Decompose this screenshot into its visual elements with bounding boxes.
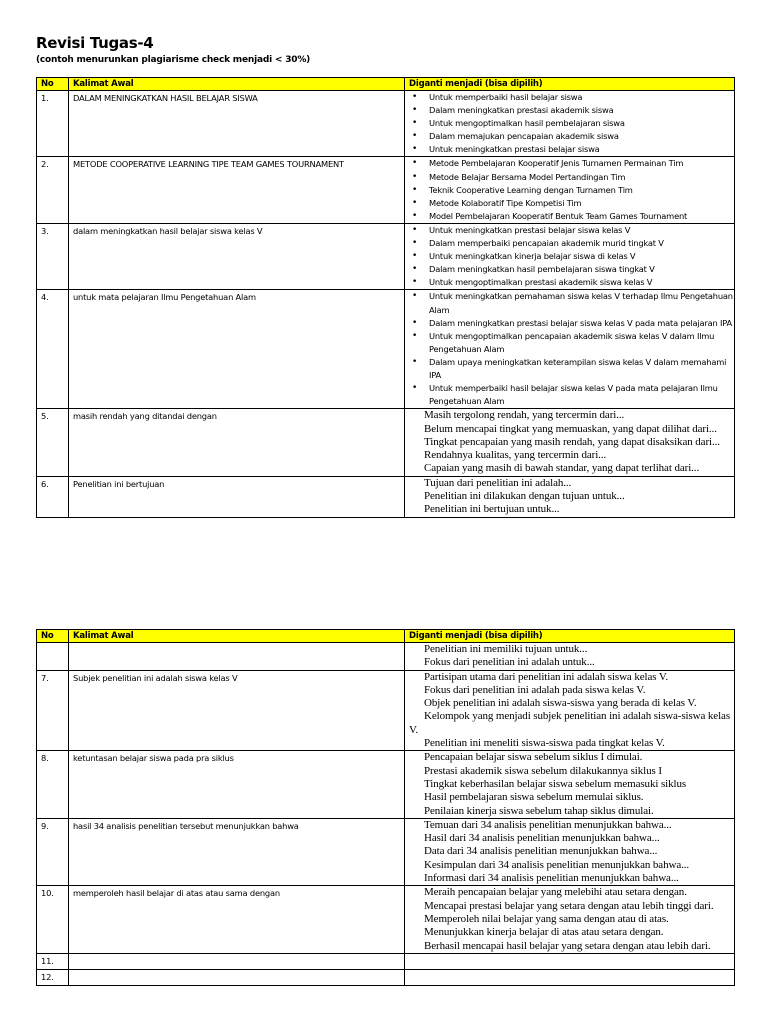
table-row <box>37 953 735 969</box>
header-diganti-menjadi: Diganti menjadi (bisa dipilih) <box>405 630 735 643</box>
header-no: No <box>37 78 69 91</box>
table-header-row <box>37 78 735 91</box>
revision-table-2 <box>36 629 735 986</box>
row-number: 3. <box>37 223 69 289</box>
list-item: Kelompok yang menjadi subjek penelitian ini adalah siswa-siswa kelas V. <box>409 710 731 736</box>
row-number: 4. <box>37 290 69 409</box>
list-item: Penelitian ini memiliki tujuan untuk... <box>424 643 588 655</box>
list-item: • Dalam meningkatkan prestasi akademik siswa <box>409 104 734 117</box>
list-item: Memperoleh nilai belajar yang sama dengan atau di atas. <box>424 912 669 925</box>
original-sentence: DALAM MENINGKATKAN HASIL BELAJAR SISWA <box>69 91 405 157</box>
table-row <box>37 969 735 985</box>
table-row <box>37 157 735 223</box>
option-list <box>409 157 734 222</box>
list-item: Penelitian ini meneliti siswa-siswa pada tingkat kelas V. <box>424 737 665 750</box>
list-item: Fokus dari penelitian ini adalah pada siswa kelas V. <box>424 683 646 696</box>
option-list <box>409 477 734 517</box>
original-sentence: dalam meningkatkan hasil belajar siswa kelas V <box>69 223 405 289</box>
list-item: • Untuk mengoptimalkan hasil pembelajaran siswa <box>409 117 734 130</box>
row-number: 12. <box>37 969 69 985</box>
row-number: 2. <box>37 157 69 223</box>
list-item: Informasi dari 34 analisis penelitian menunjukkan bahwa... <box>424 872 679 885</box>
list-item: • Untuk mengoptimalkan prestasi akademik siswa kelas V <box>409 276 734 289</box>
list-item: Rendahnya kualitas, yang tercermin dari... <box>424 449 607 462</box>
replacement-options <box>405 969 735 985</box>
table-header-row <box>37 630 735 643</box>
list-item: Penelitian ini bertujuan untuk... <box>424 503 560 516</box>
row-number: 11. <box>37 953 69 969</box>
list-item: Belum mencapai tingkat yang memuaskan, yang dapat dilihat dari... <box>424 422 717 435</box>
original-sentence: memperoleh hasil belajar di atas atau sama dengan <box>69 886 405 953</box>
list-item: Capaian yang masih di bawah standar, yang dapat terlihat dari... <box>424 462 700 475</box>
list-item: • Untuk meningkatkan pemahaman siswa kelas V terhadap Ilmu Pengetahuan Alam <box>409 290 734 316</box>
list-item: • Metode Belajar Bersama Model Pertandingan Tim <box>409 171 734 184</box>
table-row <box>37 886 735 953</box>
table-row <box>37 818 735 885</box>
list-item: • Metode Pembelajaran Kooperatif Jenis Turnamen Permainan Tim <box>409 157 734 170</box>
list-item: Menunjukkan kinerja belajar di atas atau setara dengan. <box>424 926 664 939</box>
table-row <box>37 223 735 289</box>
option-list <box>409 91 734 156</box>
table-body <box>37 91 735 518</box>
list-item: Prestasi akademik siswa sebelum dilakukannya siklus I <box>424 764 662 777</box>
header-kalimat-awal: Kalimat Awal <box>69 78 405 91</box>
option-list <box>409 224 734 289</box>
list-item: • Dalam upaya meningkatkan keterampilan siswa kelas V dalam memahami IPA <box>409 356 734 382</box>
list-item: Objek penelitian ini adalah siswa-siswa yang berada di kelas V. <box>424 697 697 710</box>
row-number: 10. <box>37 886 69 953</box>
row-number: 9. <box>37 818 69 885</box>
document-subtitle: (contoh menurunkan plagiarisme check menjadi < 30%) <box>36 55 311 65</box>
list-item: Mencapai prestasi belajar yang setara dengan atau lebih tinggi dari. <box>424 899 714 912</box>
list-item: • Dalam memperbaiki pencapaian akademik murid tingkat V <box>409 237 734 250</box>
list-item: Temuan dari 34 analisis penelitian menunjukkan bahwa... <box>424 818 672 831</box>
list-item: Tingkat keberhasilan belajar siswa sebelum memasuki siklus <box>424 777 687 790</box>
table-row <box>37 670 735 751</box>
replacement-options <box>405 409 735 476</box>
replacement-options <box>405 476 735 517</box>
original-sentence <box>69 643 405 671</box>
original-sentence: METODE COOPERATIVE LEARNING TIPE TEAM GAMES TOURNAMENT <box>69 157 405 223</box>
list-item: Tingkat pencapaian yang masih rendah, yang dapat disaksikan dari... <box>424 435 720 448</box>
original-sentence: untuk mata pelajaran Ilmu Pengetahuan Alam <box>69 290 405 409</box>
option-list <box>409 671 734 751</box>
table-row <box>37 751 735 818</box>
list-item: Berhasil mencapai hasil belajar yang setara dengan atau lebih dari. <box>424 939 711 952</box>
list-item: Kesimpulan dari 34 analisis penelitian menunjukkan bahwa... <box>424 858 690 871</box>
replacement-options <box>405 157 735 223</box>
list-item: Masih tergolong rendah, yang tercermin dari... <box>424 409 625 422</box>
list-item: • Dalam meningkatkan hasil pembelajaran siswa tingkat V <box>409 263 734 276</box>
row-number: 7. <box>37 670 69 751</box>
original-sentence <box>69 969 405 985</box>
list-item: • Untuk meningkatkan kinerja belajar siswa di kelas V <box>409 250 734 263</box>
list-item: • Metode Kolaboratif Tipe Kompetisi Tim <box>409 197 734 210</box>
list-item: • Untuk meningkatkan prestasi belajar siswa <box>409 143 734 156</box>
table-row <box>37 643 735 671</box>
replacement-options <box>405 643 735 671</box>
replacement-options <box>405 223 735 289</box>
table-body <box>37 643 735 986</box>
row-number: 1. <box>37 91 69 157</box>
original-sentence: hasil 34 analisis penelitian tersebut menunjukkan bahwa <box>69 818 405 885</box>
option-list <box>409 290 734 408</box>
header-no: No <box>37 630 69 643</box>
list-item: • Untuk memperbaiki hasil belajar siswa <box>409 91 734 104</box>
list-item: Penilaian kinerja siswa sebelum tahap siklus dimulai. <box>424 804 654 817</box>
header-diganti-menjadi: Diganti menjadi (bisa dipilih) <box>405 78 735 91</box>
row-number <box>37 643 69 671</box>
list-item: Data dari 34 analisis penelitian menunjukkan bahwa... <box>424 845 658 858</box>
option-list <box>409 751 734 817</box>
list-item: • Untuk memperbaiki hasil belajar siswa kelas V pada mata pelajaran Ilmu Pengetahuan Alam <box>409 382 734 408</box>
list-item: Penelitian ini dilakukan dengan tujuan untuk... <box>424 490 625 503</box>
list-item: Meraih pencapaian belajar yang melebihi atau setara dengan. <box>424 886 687 899</box>
original-sentence <box>69 953 405 969</box>
original-sentence: ketuntasan belajar siswa pada pra siklus <box>69 751 405 818</box>
row-number: 6. <box>37 476 69 517</box>
row-number: 8. <box>37 751 69 818</box>
replacement-options <box>405 953 735 969</box>
list-item: Pencapaian belajar siswa sebelum siklus I dimulai. <box>424 751 643 764</box>
list-item: • Untuk mengoptimalkan pencapaian akademik siswa kelas V dalam Ilmu Pengetahuan Alam <box>409 330 734 356</box>
revision-table-1 <box>36 77 735 518</box>
replacement-options <box>405 290 735 409</box>
option-list <box>409 643 734 670</box>
list-item: Partisipan utama dari penelitian ini adalah siswa kelas V. <box>424 670 668 683</box>
original-sentence: masih rendah yang ditandai dengan <box>69 409 405 476</box>
list-item: • Model Pembelajaran Kooperatif Bentuk Team Games Tournament <box>409 210 734 223</box>
table-row <box>37 476 735 517</box>
table-row <box>37 91 735 157</box>
table-row <box>37 409 735 476</box>
list-item: • Dalam meningkatkan prestasi belajar siswa kelas V pada mata pelajaran IPA <box>409 317 734 330</box>
list-item: Tujuan dari penelitian ini adalah... <box>424 476 572 489</box>
list-item: Fokus dari penelitian ini adalah untuk... <box>424 656 595 669</box>
replacement-options <box>405 818 735 885</box>
list-item: • Teknik Cooperative Learning dengan Turnamen Tim <box>409 184 734 197</box>
original-sentence: Subjek penelitian ini adalah siswa kelas V <box>69 670 405 751</box>
list-item: • Untuk meningkatkan prestasi belajar siswa kelas V <box>409 224 734 237</box>
replacement-options <box>405 670 735 751</box>
header-kalimat-awal: Kalimat Awal <box>69 630 405 643</box>
list-item: Hasil dari 34 analisis penelitian menunjukkan bahwa... <box>424 832 660 845</box>
original-sentence: Penelitian ini bertujuan <box>69 476 405 517</box>
option-list <box>409 409 734 475</box>
table-row <box>37 290 735 409</box>
option-list <box>409 886 734 952</box>
replacement-options <box>405 751 735 818</box>
replacement-options <box>405 886 735 953</box>
replacement-options <box>405 91 735 157</box>
document-title: Revisi Tugas-4 <box>36 34 154 52</box>
option-list <box>409 819 734 885</box>
list-item: • Dalam memajukan pencapaian akademik siswa <box>409 130 734 143</box>
list-item: Hasil pembelajaran siswa sebelum memulai siklus. <box>424 791 644 804</box>
row-number: 5. <box>37 409 69 476</box>
